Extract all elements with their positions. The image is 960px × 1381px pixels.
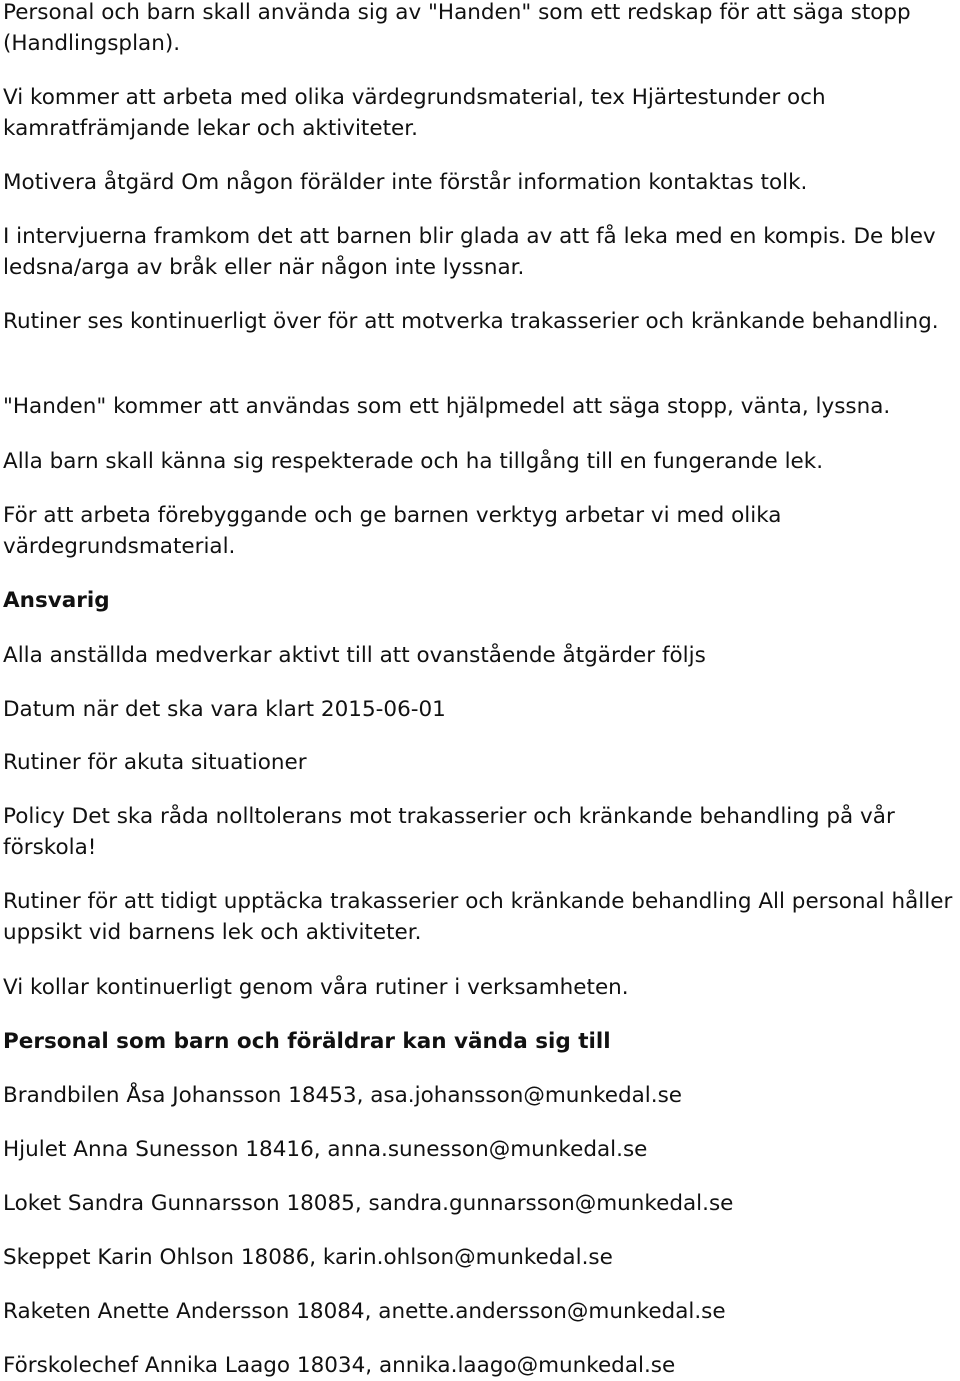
contact-brandbilen: Brandbilen Åsa Johansson 18453, asa.johansson@munkedal.se	[3, 1083, 683, 1108]
paragraph-motivera-atgard: Motivera åtgärd Om någon förälder inte förstår information kontaktas tolk.	[3, 170, 808, 195]
contact-skeppet: Skeppet Karin Ohlson 18086, karin.ohlson@munkedal.se	[3, 1245, 613, 1270]
paragraph-datum: Datum när det ska vara klart 2015-06-01	[3, 697, 446, 722]
paragraph-handen-hjalpmedel: "Handen" kommer att användas som ett hjälpmedel att säga stopp, vänta, lyssna.	[3, 394, 891, 419]
paragraph-intervjuerna: I intervjuerna framkom det att barnen blir glada av att få leka med en kompis. De blev ledsna/arga av bråk eller när någon inte lyssnar.	[3, 224, 936, 280]
contact-hjulet: Hjulet Anna Sunesson 18416, anna.sunesson@munkedal.se	[3, 1137, 648, 1162]
paragraph-handen-redskap: Personal och barn skall använda sig av "Handen" som ett redskap för att säga stopp (Handlingsplan).	[3, 0, 911, 56]
paragraph-alla-anstallda: Alla anställda medverkar aktivt till att ovanstående åtgärder följs	[3, 643, 706, 668]
paragraph-vardegrundsmaterial: Vi kommer att arbeta med olika värdegrundsmaterial, tex Hjärtestunder och kamratfrämjande lekar och aktiviteter.	[3, 85, 826, 141]
paragraph-alla-barn: Alla barn skall känna sig respekterade och ha tillgång till en fungerande lek.	[3, 449, 824, 474]
paragraph-vi-kollar: Vi kollar kontinuerligt genom våra rutiner i verksamheten.	[3, 975, 629, 1000]
contact-raketen: Raketen Anette Andersson 18084, anette.andersson@munkedal.se	[3, 1299, 726, 1324]
paragraph-policy: Policy Det ska råda nolltolerans mot trakasserier och kränkande behandling på vår förskola!	[3, 804, 895, 860]
contact-loket: Loket Sandra Gunnarsson 18085, sandra.gunnarsson@munkedal.se	[3, 1191, 734, 1216]
paragraph-rutiner-akuta: Rutiner för akuta situationer	[3, 750, 307, 775]
paragraph-rutiner-ses: Rutiner ses kontinuerligt över för att motverka trakasserier och kränkande behandling.	[3, 309, 939, 334]
contact-forskolechef: Förskolechef Annika Laago 18034, annika.laago@munkedal.se	[3, 1353, 676, 1378]
heading-personal-kontakt: Personal som barn och föräldrar kan vända sig till	[3, 1029, 611, 1054]
paragraph-rutiner-tidigt: Rutiner för att tidigt upptäcka trakasserier och kränkande behandling All personal håller uppsikt vid barnens lek och aktiviteter.	[3, 889, 953, 945]
paragraph-forebyggande: För att arbeta förebyggande och ge barnen verktyg arbetar vi med olika värdegrundsmaterial.	[3, 503, 782, 559]
heading-ansvarig: Ansvarig	[3, 588, 110, 613]
